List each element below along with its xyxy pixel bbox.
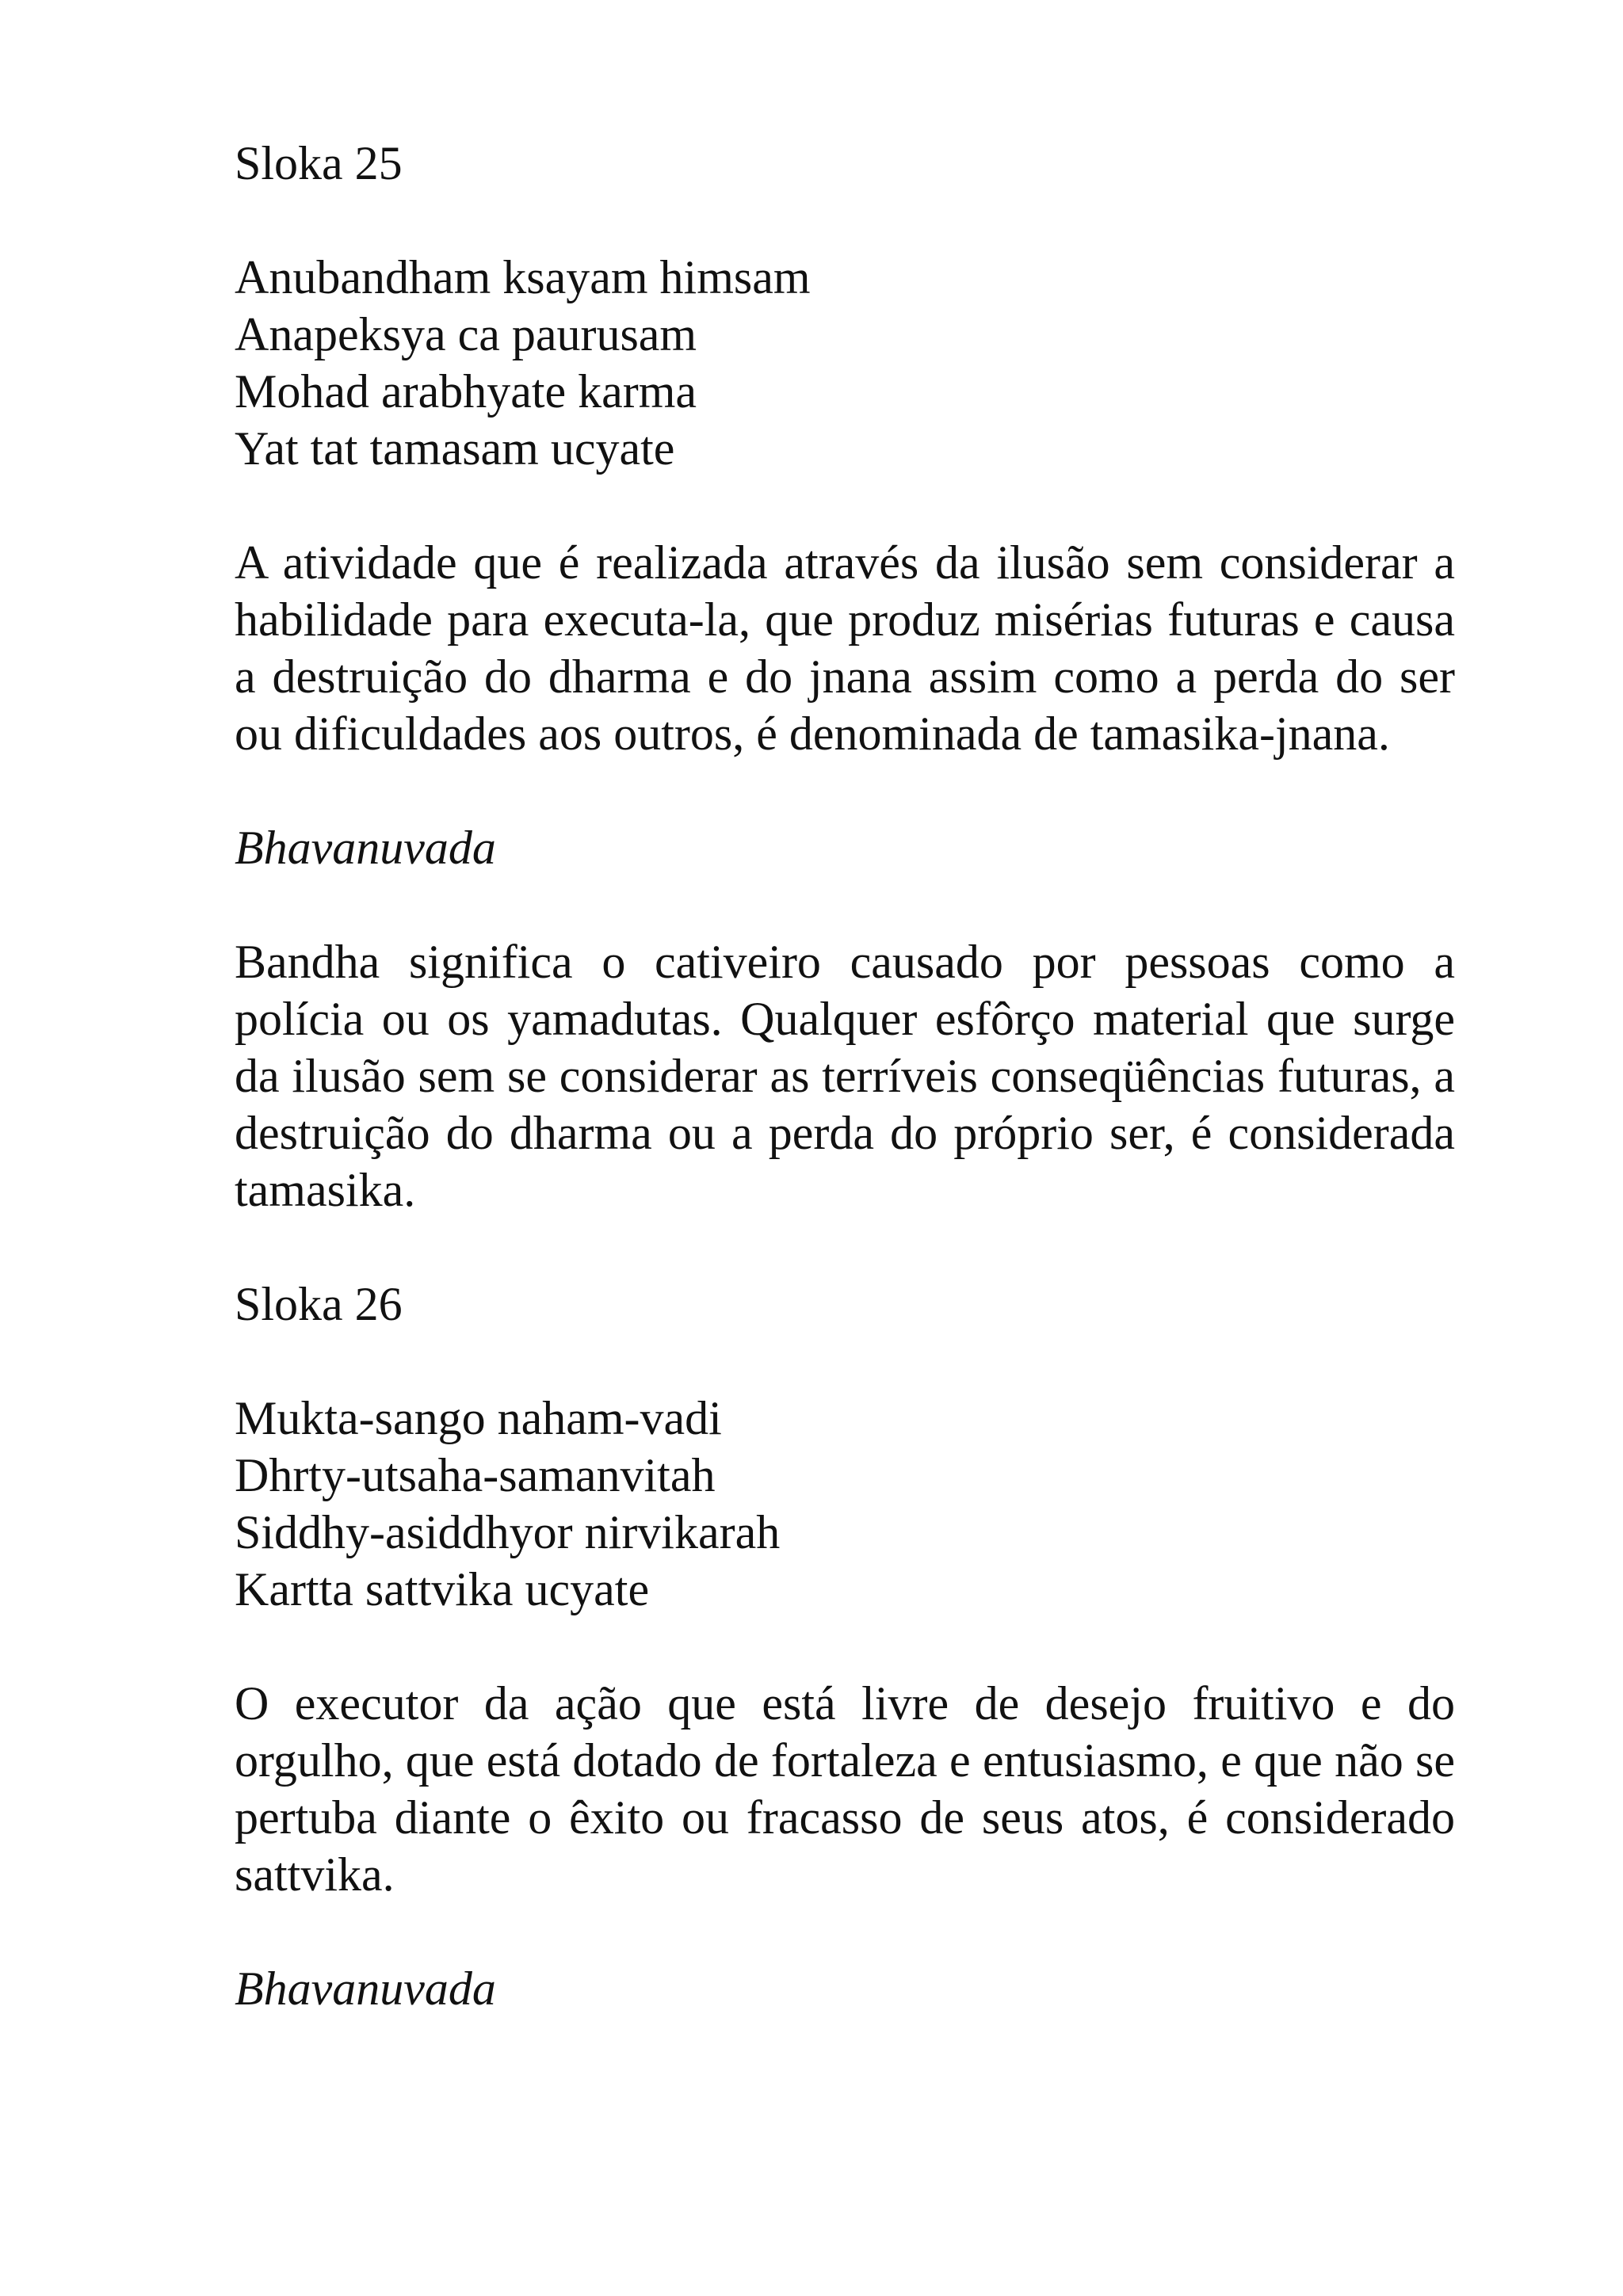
verse-line: Anapeksya ca paurusam: [235, 308, 697, 360]
verse-line: Anubandham ksayam himsam: [235, 251, 811, 303]
verse-line: Kartta sattvika ucyate: [235, 1563, 650, 1615]
sloka-25-translation: A atividade que é realizada através da ilusão sem considerar a habilidade para executa-la, que produz misérias futuras e causa a destruição do dharma e do jnana assim como a perda do ser ou dificuldades aos outros, é denominada de tamasika-jnana.: [235, 536, 1455, 760]
sloka-25-title: Sloka 25: [235, 137, 403, 189]
verse-line: Mohad arabhyate karma: [235, 365, 697, 418]
verse-line: Mukta-sango naham-vadi: [235, 1392, 722, 1444]
verse-line: Siddhy-asiddhyor nirvikarah: [235, 1506, 781, 1558]
document-page: [235, 135, 1455, 2074]
verse-line: Yat tat tamasam ucyate: [235, 422, 675, 475]
sloka-26-translation: O executor da ação que está livre de desejo fruitivo e do orgulho, que está dotado de fortaleza e entusiasmo, e que não se pertuba diante o êxito ou fracasso de seus atos, é considerado sattvika.: [235, 1677, 1455, 1901]
sloka-26-verse: [235, 1390, 1455, 1618]
sloka-25-verse: [235, 249, 1455, 477]
sloka-26-title: Sloka 26: [235, 1278, 403, 1330]
verse-line: Dhrty-utsaha-samanvitah: [235, 1449, 716, 1501]
sloka-25-commentary: Bandha significa o cativeiro causado por pessoas como a polícia ou os yamadutas. Qualquer esfôrço material que surge da ilusão sem se considerar as terríveis conseqüências futuras, a destruição do dharma ou a perda do próprio ser, é considerada tamasika.: [235, 936, 1455, 1216]
sloka-26-commentary-title: Bhavanuvada: [235, 1962, 496, 2015]
sloka-25-commentary-title: Bhavanuvada: [235, 822, 496, 874]
